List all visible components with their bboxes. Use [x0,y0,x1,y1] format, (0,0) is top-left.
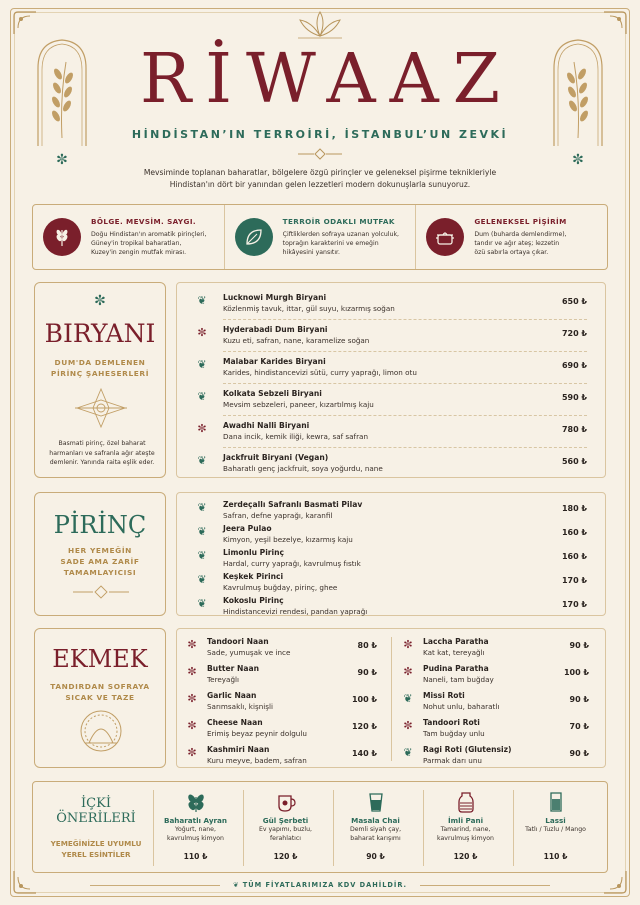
item-description: Hardal, curry yaprağı, kavrulmuş fıstık [223,559,361,568]
features-panel [32,204,608,270]
feature-item [33,205,225,269]
feature-body [474,230,566,257]
drink-description [424,826,507,843]
drink-name: Baharatlı Ayran [163,816,228,825]
item-name: Cheese Naan [207,718,263,727]
drink-description [244,826,327,843]
feature-body [283,230,399,257]
flower-icon: ✼ [56,152,68,168]
drink-price: 110 ₺ [543,852,568,861]
wheat-icon [43,218,81,256]
item-price: 180 ₺ [561,504,587,513]
feature-line: Doğu Hindistan'ın aromatik pirinçleri, [91,231,207,238]
item-name: Zerdeçallı Safranlı Basmati Pilav [223,500,363,509]
item-price: 100 ₺ [351,695,377,704]
intro-line: Mevsiminde toplanan baharatlar, bölgelere özgü pirinçler ve geleneksel pişirme teknikleriyle [143,168,497,177]
leaf-icon: ❦ [403,692,413,705]
item-description: Kat kat, tereyağlı [423,648,485,657]
item-description: Közlenmiş tavuk, ittar, gül suyu, kızarmış soğan [223,304,395,313]
item-name: Jeera Pulao [223,524,272,533]
flower-icon: ✼ [187,746,197,759]
item-price: 560 ₺ [561,457,587,466]
drink-name: Masala Chai [351,816,400,825]
intro-line: Hindistan'ın dört bir yanından gelen lezzetleri modern dokunuşlarla sunuyoruz. [169,180,471,189]
item-description: Erimiş beyaz peynir dolgulu [207,729,307,738]
section-subtitle-line: DUM'DA DEMLENEN [54,358,146,367]
item-divider [223,319,587,320]
item-name: Butter Naan [207,664,260,673]
item-description: Tam buğday unlu [423,729,485,738]
item-name: Ragi Roti (Glutensiz) [423,745,512,754]
drink-desc-line: baharat karışımı [350,834,401,842]
drinks-subtitle-line: YEREL ESİNTİLER [61,850,131,859]
flower-icon: ✼ [197,326,207,339]
feature-line: hikâyesini yansıtır. [282,249,341,256]
item-description: Dana incik, kemik iliği, kewra, saf safran [223,432,369,441]
feature-line: özü sabırla ortaya çıkar. [474,249,549,256]
drink-desc-line: Yoğurt, nane, [175,826,216,833]
item-price: 70 ₺ [569,722,589,731]
item-description: Tereyağlı [207,675,240,684]
item-description: Hindistancevizi rendesi, pandan yaprağı [223,607,368,616]
item-name: Kolkata Sebzeli Biryani [223,389,322,398]
cup-icon [244,790,327,814]
item-description: Parmak darı unu [423,756,482,765]
section-subtitle-line: HER YEMEĞİN [68,546,132,555]
leaf-icon: ❦ [197,549,207,562]
item-price: 140 ₺ [351,749,377,758]
feature-line: tandır ve ağır ateş; lezzetin [474,240,560,247]
feature-line: Güney'in tropikal baharatları, [91,240,182,247]
description-line: demlenir. Yanında raita eşlik eder. [49,459,155,466]
drink-description [334,826,417,843]
leaf-icon: ❦ [197,454,207,467]
leaf-icon: ❦ [197,294,207,307]
item-price: 100 ₺ [563,668,589,677]
section-subtitle-line: TAMAMLAYICISI [63,568,137,577]
drink-desc-line: kavrulmuş kimyon [437,834,494,842]
item-divider [223,447,587,448]
leaf-icon: ❦ [403,746,413,759]
pirinc-list [176,492,606,616]
item-price: 90 ₺ [569,695,589,704]
drink-name: Gül Şerbeti [262,816,309,825]
section-subtitle [35,357,165,379]
section-description [43,439,161,468]
item-name: Kashmiri Naan [207,745,270,754]
item-price: 650 ₺ [561,297,587,306]
drink-desc-line: Demli siyah çay, [349,826,402,833]
leaf-icon [235,218,273,256]
item-description: Sarımsaklı, kişnişli [207,702,273,711]
drink-name: İmli Pani [447,816,484,825]
section-title: BIRYANI [44,319,156,348]
drink-item [153,790,237,866]
item-description: Mevsim sebzeleri, paneer, kızartılmış kaju [223,400,374,409]
item-name: Awadhi Nalli Biryani [223,421,310,430]
leaf-icon: ❦ [197,525,207,538]
tall-glass-icon [514,790,597,814]
item-description: Kavrulmuş buğday, pirinç, ghee [223,583,338,592]
section-subtitle-line: PİRİNÇ ŞAHESERLERİ [50,369,150,378]
item-name: Missi Roti [423,691,465,700]
item-name: Malabar Karides Biryani [223,357,326,366]
footer-note [0,881,640,889]
divider-ornament-icon [71,585,131,599]
drink-price: 110 ₺ [183,852,208,861]
item-name: Lucknowi Murgh Biryani [223,293,327,302]
drink-item [423,790,507,866]
leaf-icon: ❦ [232,881,243,889]
flower-icon: ✼ [187,638,197,651]
tandoor-oven-icon [79,709,123,755]
item-description: Karides, hindistancevizi sütü, curry yaprağı, limon otu [223,368,417,377]
description-line: harmanları ve safranla ağır ateşte [49,449,155,457]
flower-icon: ✼ [572,152,584,168]
leaf-icon: ❦ [197,573,207,586]
corner-ornament-icon [12,10,38,36]
item-name: Tandoori Roti [423,718,480,727]
top-lotus-ornament-icon [296,10,344,40]
jar-icon [424,790,507,814]
section-subtitle [35,681,165,703]
section-subtitle [35,545,165,578]
drinks-subtitle [41,838,151,860]
item-divider [223,383,587,384]
feature-line: toprağın karakterini ve emeğin [282,240,379,247]
mint-icon [154,790,237,814]
item-name: Pudina Paratha [423,664,489,673]
mandala-ornament-icon [73,387,129,429]
drink-desc-line: Tatlı / Tuzlu / Mango [525,826,586,833]
feature-title: TERROİR ODAKLI MUTFAK [282,217,395,226]
drink-price: 120 ₺ [273,852,298,861]
item-price: 170 ₺ [561,600,587,609]
item-description: Baharatlı genç jackfruit, soya yoğurdu, nane [223,464,383,473]
column-divider [391,637,392,761]
item-name: Laccha Paratha [423,637,489,646]
drinks-title: İÇKİ ÖNERİLERİ [56,796,136,826]
item-price: 90 ₺ [569,749,589,758]
corner-ornament-icon [602,10,628,36]
item-name: Garlic Naan [207,691,257,700]
item-price: 170 ₺ [561,576,587,585]
feature-title: BÖLGE. MEVSİM. SAYGI. [91,217,197,226]
ekmek-list [176,628,606,768]
flower-icon: ✼ [94,293,106,309]
item-description: Safran, defne yaprağı, karanfil [223,511,333,520]
intro-text [120,167,520,191]
drink-item [333,790,417,866]
item-price: 90 ₺ [357,668,377,677]
drinks-heading [41,796,151,860]
leaf-icon: ❦ [197,390,207,403]
divider-ornament-icon [296,148,344,160]
description-line: Basmati pirinç, özel baharat [58,440,146,447]
biryani-list [176,282,606,478]
feature-line: Dum (buharda demlendirme), [474,231,567,238]
drink-desc-line: ferahlatıcı [269,834,302,842]
flower-icon: ✼ [187,719,197,732]
drink-desc-line: Ev yapımı, buzlu, [258,826,313,833]
item-divider [223,351,587,352]
flower-icon: ✼ [403,638,413,651]
item-name: Limonlu Pirinç [223,548,285,557]
feature-title: GELENEKSEL PİŞİRİM [474,217,567,226]
pirinc-section-card [34,492,166,616]
leaf-icon: ❦ [197,358,207,371]
drink-price: 90 ₺ [366,852,385,861]
item-name: Tandoori Naan [207,637,269,646]
drink-desc-line: kavrulmuş kimyon [167,834,224,842]
feature-body [91,230,206,257]
flower-icon: ✼ [403,719,413,732]
item-description: Nohut unlu, baharatlı [423,702,500,711]
item-name: Keşkek Pirinci [223,572,284,581]
flower-icon: ✼ [187,665,197,678]
drink-item [513,790,597,866]
item-name: Jackfruit Biryani (Vegan) [223,453,329,462]
drink-desc-line: Tamarind, nane, [440,826,491,833]
item-price: 720 ₺ [561,329,587,338]
section-title: EKMEK [52,645,148,673]
item-price: 160 ₺ [561,552,587,561]
section-subtitle-line: TANDIRDAN SOFRAYA [50,682,150,691]
drink-description [154,826,237,843]
item-price: 120 ₺ [351,722,377,731]
brand-tagline: HİNDİSTAN’IN TERROİRİ, İSTANBUL’UN ZEVKİ [131,128,509,141]
drink-price: 120 ₺ [453,852,478,861]
drink-description [514,826,597,835]
leaf-icon: ❦ [197,501,207,514]
glass-icon [334,790,417,814]
drink-name: Lassi [545,816,566,825]
section-subtitle-line: SADE AMA ZARİF [60,557,140,566]
feature-line: Çiftliklerden sofraya uzanan yolculuk, [282,231,399,238]
feature-line: Kuzey'in zengin mutfak mirası. [91,249,187,256]
item-description: Kuzu eti, safran, nane, karamelize soğan [223,336,370,345]
flower-icon: ✼ [187,692,197,705]
item-price: 780 ₺ [561,425,587,434]
drink-item [243,790,327,866]
item-description: Sade, yumuşak ve ince [207,648,291,657]
flower-icon: ✼ [403,665,413,678]
footer-text: TÜM FİYATLARIMIZA KDV DAHİLDİR. [242,881,408,889]
feature-item [225,205,417,269]
item-price: 590 ₺ [561,393,587,402]
item-description: Naneli, tam buğday [423,675,494,684]
leaf-icon: ❦ [197,597,207,610]
flower-icon: ✼ [197,422,207,435]
item-description: Kimyon, yeşil bezelye, kızarmış kaju [223,535,353,544]
drinks-panel [32,781,608,873]
brand-title: RİWAAZ [139,40,515,119]
pot-icon [426,218,464,256]
biryani-section-card [34,282,166,478]
section-subtitle-line: SICAK VE TAZE [65,693,135,702]
item-price: 160 ₺ [561,528,587,537]
item-price: 90 ₺ [569,641,589,650]
item-name: Hyderabadi Dum Biryani [223,325,328,334]
ekmek-section-card [34,628,166,768]
item-price: 690 ₺ [561,361,587,370]
item-price: 80 ₺ [357,641,377,650]
drinks-subtitle-line: YEMEĞİNİZLE UYUMLU [50,839,142,848]
item-description: Kuru meyve, badem, safran [207,756,307,765]
item-divider [223,415,587,416]
item-name: Kokoslu Pirinç [223,596,284,605]
feature-item [416,205,607,269]
section-title: PİRİNÇ [53,511,147,539]
